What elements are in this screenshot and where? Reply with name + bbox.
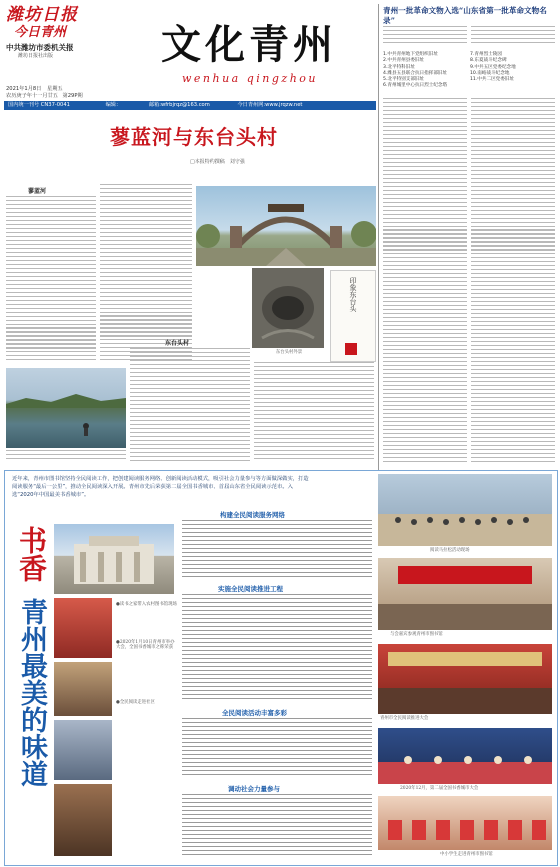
event-photo-2 [54,662,112,716]
event-photo-1 [54,598,112,658]
left-caption-1: ●读书之家带入农村图书馆现场 [116,602,177,607]
students-photo [378,796,552,850]
org-line: 中共潍坊市委机关报 [6,43,74,52]
section-body-4 [182,794,372,860]
bar-email: 邮箱:wfrbjrqz@163.com [148,102,210,108]
list-item: 4.潍县五县联合抗日指挥部旧址 [383,70,448,76]
list-item: 5.北平特别支部旧址 [383,77,425,83]
section-heading-2: 实施全民阅读推进工程 [218,585,283,593]
list-item: 3.北平特科旧址 [383,64,415,70]
feature-col-3 [130,348,250,463]
feature-col-1 [6,196,96,364]
lower-intro: 近年来，青州市图书馆坚持全民阅读工作，把创建阅读服务网络、创新阅读活动模式，吸引社会力量参与等方面做深做实，打造阅读服务“最后一公里”，推动全民阅读深入开展。青州市先后荣获第二届全国书香城市、首届山东省全民阅读示范市。入选“2020年中国最美书香城市”。 [12,476,309,498]
list-item: 1.中共青州地下党组织旧址 [383,52,438,57]
visit-photo [378,558,552,630]
publisher: 潍坊日报社出版 [18,53,54,59]
date-block [6,86,116,100]
marathon-photo [378,474,552,546]
issue-number: 第29P期 [62,93,83,99]
vertical-title: 书香 [15,526,48,582]
bar-editor: 编辑： [105,102,122,108]
right-news-body-1 [383,26,467,48]
event-photo-3 [54,720,112,780]
right-news-headline: 青州一批革命文物入选“山东省第一批革命文物名录” [383,6,547,25]
section-heading-4: 调动社会力量参与 [228,785,280,793]
caption-meeting: 青州市全民阅读推进大会 [380,716,429,721]
masthead-bar-text [8,101,374,110]
section-title: 文化青州 [161,22,337,68]
left-caption-2: ●2020年1月10日青州市举办大会，全国书香城市之称荣获 [116,640,175,651]
subheading-liaolan: 蓼蓝河 [28,188,47,195]
lunar-date: 农历庚子年十一月廿五 [6,93,58,99]
list-item: 6.青州城里中心抗日烈士纪念塔 [383,83,448,89]
feature-col-1b [6,450,126,464]
stone-photo [252,268,324,348]
right-col-text-b [471,98,555,468]
right-news-divider [378,4,379,474]
feature-col-2 [100,184,192,364]
section-body-2 [182,594,372,704]
seal-art [330,270,376,362]
section-body-1 [182,520,372,580]
left-caption-3: ●全民阅读走进社区 [116,700,155,705]
section-heading-1: 构建全民阅读服务网络 [220,511,285,519]
gate-photo [196,186,376,266]
caption-award: 2020年12月，第二届全国书香城市大会 [400,786,479,791]
meeting-photo [378,644,552,714]
feature-title: 蓼蓝河与东台头村 [110,125,278,149]
river-photo [6,368,126,448]
section-body-3 [182,718,372,780]
tagline: 青州最美的味道 [16,598,47,787]
caption-visit: 与会嘉宾参观青州市图书馆 [390,632,443,637]
seal-stamp [345,343,357,355]
seal-text: 印象东台头 [349,277,357,312]
list-item: 7.青州烈士陵园 [470,52,502,57]
paper-name: 潍坊日报 [6,5,78,25]
list-item: 11.中共二区党委旧址 [470,77,515,83]
subheading-village: 东台头村 [165,340,190,347]
section-heading-3: 全民阅读活动丰富多彩 [222,709,287,717]
issue-date: 2021年1月8日 [6,86,42,92]
caption-students: 中小学生走进青州市图书馆 [440,852,493,857]
list-item: 9.中共五区党委纪念地 [470,64,516,70]
paper-subname: 今日青州 [14,25,67,40]
cn-number: 国内统一刊号 CN37-0041 [8,102,70,108]
list-item: 8.东夏战斗纪念碑 [470,58,507,64]
caption-marathon: 阅读马拉松活动现场 [430,548,470,553]
stone-caption: 东台头村外景 [275,350,303,355]
event-photo-4 [54,784,112,856]
award-photo [378,728,552,784]
weekday: 星期五 [47,86,63,92]
feature-author: □本报特约撰稿 刘守强 [190,159,245,165]
list-item: 2.中共青州县委旧址 [383,58,425,64]
library-photo [54,524,174,594]
bar-site: 今日青州网:www.jrqzw.net [237,102,303,108]
feature-col-4 [254,362,374,463]
list-item: 10.南峪战斗纪念地 [470,70,510,76]
right-news-list [383,52,557,90]
masthead-left [6,6,80,86]
section-pinyin: wenhua qingzhou [181,72,318,85]
right-col-text-a [383,98,467,468]
right-news-body-2 [471,26,555,48]
